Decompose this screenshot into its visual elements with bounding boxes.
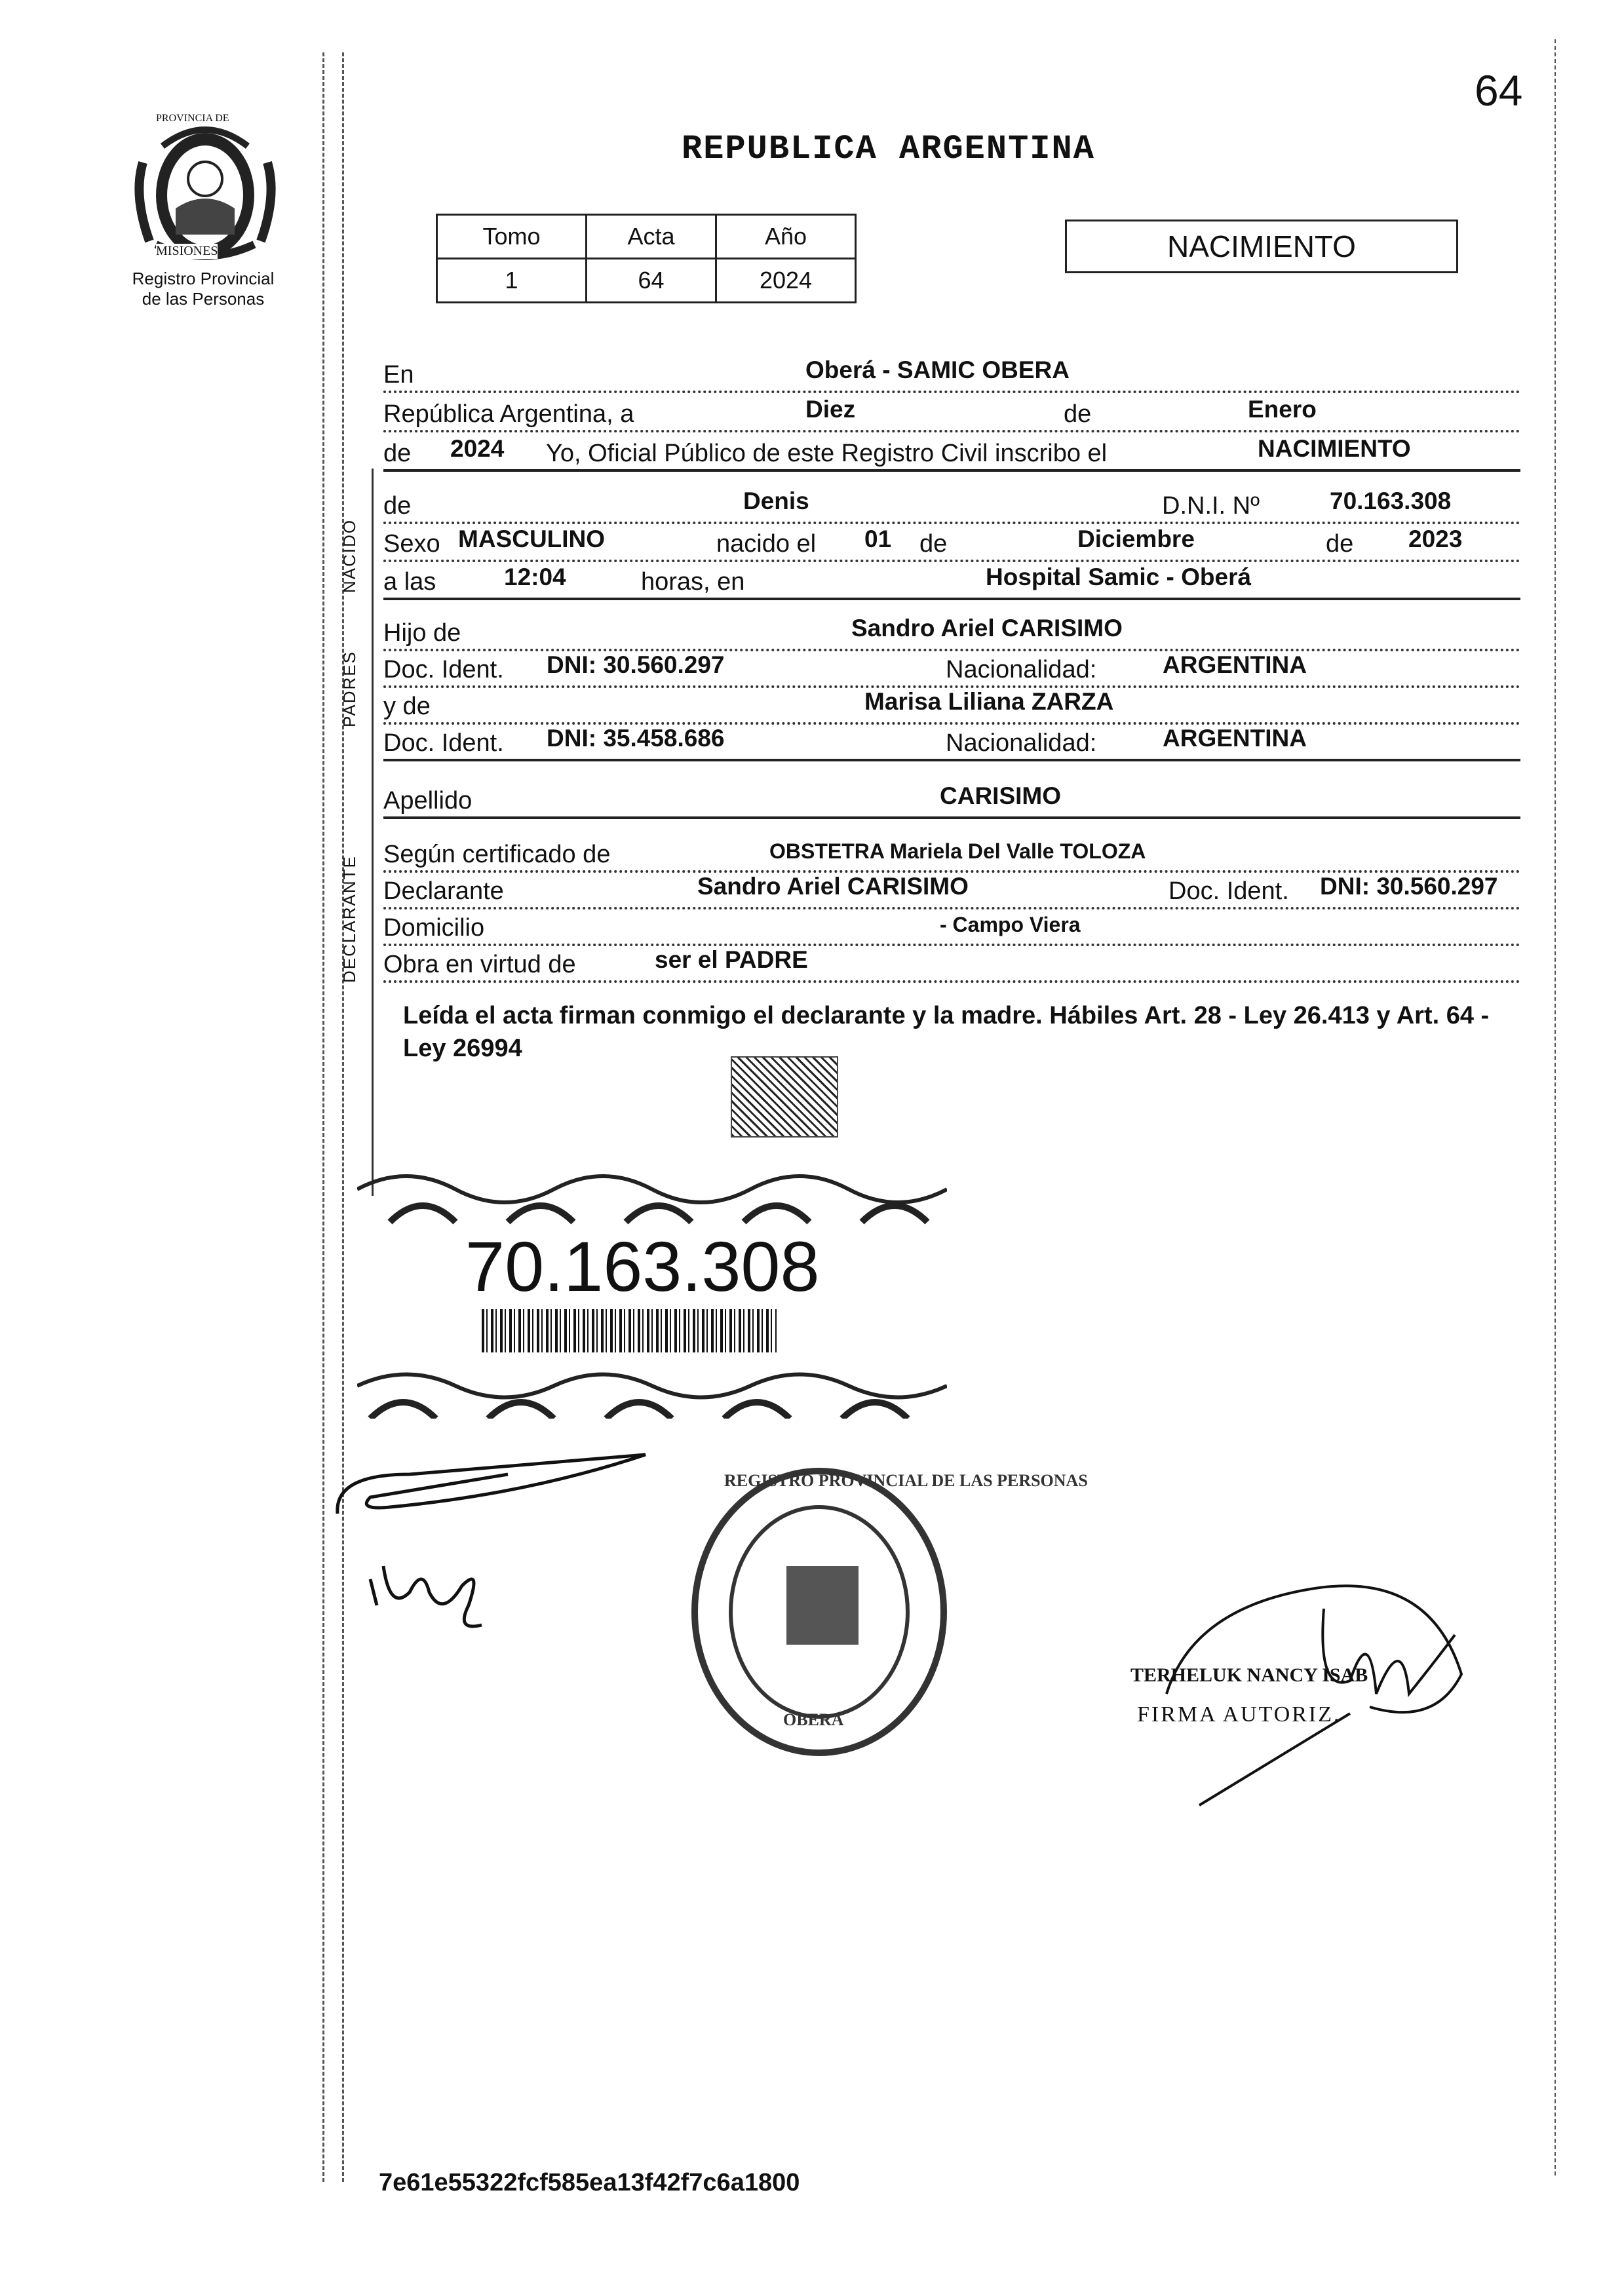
record-type-box: NACIMIENTO [1065,220,1458,273]
lugar-nacimiento: Hospital Samic - Oberá [983,564,1254,591]
mes-nacimiento: Diciembre [1075,526,1197,553]
row-oficial: de 2024 Yo, Oficial Público de este Registro Civil inscribo el NACIMIENTO [383,431,1520,472]
seal-text-top: PROVINCIA DE [156,113,229,124]
declarant-signature [331,1435,672,1648]
dia-nacimiento: 01 [862,526,894,553]
tipo-inscripcion: NACIMIENTO [1255,435,1414,463]
anio-nacimiento: 2023 [1406,526,1465,553]
doc-madre: DNI: 35.458.686 [544,725,727,752]
row-apellido: Apellido CARISIMO [383,778,1520,819]
row-nombre: de Denis D.N.I. Nº 70.163.308 [383,484,1520,524]
document-hash: 7e61e55322fcf585ea13f42f7c6a1800 [379,2169,800,2196]
row-madre: y de Marisa Liliana ZARZA [383,684,1520,725]
section-rule [372,469,374,1196]
nombre-declarante: Sandro Ariel CARISIMO [695,873,971,900]
record-table [436,214,857,303]
tomo-value: 1 [437,259,587,303]
sticker-wave-bottom [357,1360,947,1419]
section-label-declarante: DECLARANTE [339,855,359,983]
row-declarante: Declarante Sandro Ariel CARISIMO Doc. Ident. DNI: 30.560.297 [383,869,1520,909]
certificado-value: OBSTETRA Mariela Del Valle TOLOZA [767,839,1148,864]
acta-value: 64 [587,259,716,303]
row-certificado: Según certificado de OBSTETRA Mariela Del Valle TOLOZA [383,832,1520,873]
apellido-value: CARISIMO [937,782,1064,810]
dia-inscripcion: Diez [803,396,858,423]
page-number: 64 [1475,66,1523,115]
row-republica: República Argentina, a Diez de Enero [383,392,1520,432]
acta-header: Acta [587,215,716,259]
row-en: En Oberá - SAMIC OBERA [383,353,1520,393]
nombre-madre: Marisa Liliana ZARZA [862,688,1116,716]
stamp-text: REGISTRO PROVINCIAL DE LAS PERSONAS [724,1471,1088,1490]
anio-value: 2024 [716,259,856,303]
nacionalidad-padre: ARGENTINA [1160,651,1309,679]
row-hora: a las 12:04 horas, en Hospital Samic - Oberá [383,560,1520,600]
country-title: REPUBLICA ARGENTINA [682,130,1095,168]
nombre-padre: Sandro Ariel CARISIMO [849,615,1125,642]
doc-declarante: DNI: 30.560.297 [1317,873,1501,900]
security-hologram [731,1056,838,1138]
obra-value: ser el PADRE [652,946,811,974]
officer-name: TERHELUK NANCY ISAB [1130,1664,1368,1686]
legal-text: Leída el acta firman conmigo el declarante y la madre. Hábiles Art. 28 - Ley 26.413 y Art. 64 - Ley 26994 [403,1002,1490,1062]
sticker-number: 70.163.308 [465,1227,820,1306]
anio-header: Año [716,215,856,259]
lugar-inscripcion: Oberá - SAMIC OBERA [803,356,1072,384]
stamp-city: OBERA [783,1710,844,1729]
row-padre: Hijo de Sandro Ariel CARISIMO [383,611,1520,651]
doc-padre: DNI: 30.560.297 [544,651,727,679]
mes-inscripcion: Enero [1245,396,1319,423]
margin-line-left [322,52,324,2182]
section-label-nacido: NACIDO [339,518,359,593]
margin-line-left-inner [342,52,344,2182]
seal-text-bottom: MISIONES [156,244,218,258]
dni-nacido: 70.163.308 [1327,488,1454,515]
anio-inscripcion: 2024 [448,435,507,463]
margin-line-right [1554,39,1556,2175]
tomo-header: Tomo [437,215,587,259]
domicilio-value: - Campo Viera [937,913,1083,937]
section-label-padres: PADRES [339,651,359,727]
sticker-wave-top [357,1153,947,1225]
row-madre-doc: Doc. Ident. DNI: 35.458.686 Nacionalidad: ARGENTINA [383,721,1520,761]
barcode [482,1309,777,1352]
row-domicilio: Domicilio - Campo Viera [383,906,1520,946]
officer-firma-label: FIRMA AUTORIZ. [1137,1702,1342,1727]
row-obra: Obra en virtud de ser el PADRE [383,942,1520,983]
row-sexo: Sexo MASCULINO nacido el 01 de Diciembre de 2023 [383,522,1520,562]
registry-caption: Registro Provincial de las Personas [132,269,275,309]
row-padre-doc: Doc. Ident. DNI: 30.560.297 Nacionalidad: ARGENTINA [383,647,1520,688]
sexo-nacido: MASCULINO [455,526,608,553]
nombre-nacido: Denis [741,488,812,515]
hora-nacimiento: 12:04 [501,564,569,591]
nacionalidad-madre: ARGENTINA [1160,725,1309,752]
